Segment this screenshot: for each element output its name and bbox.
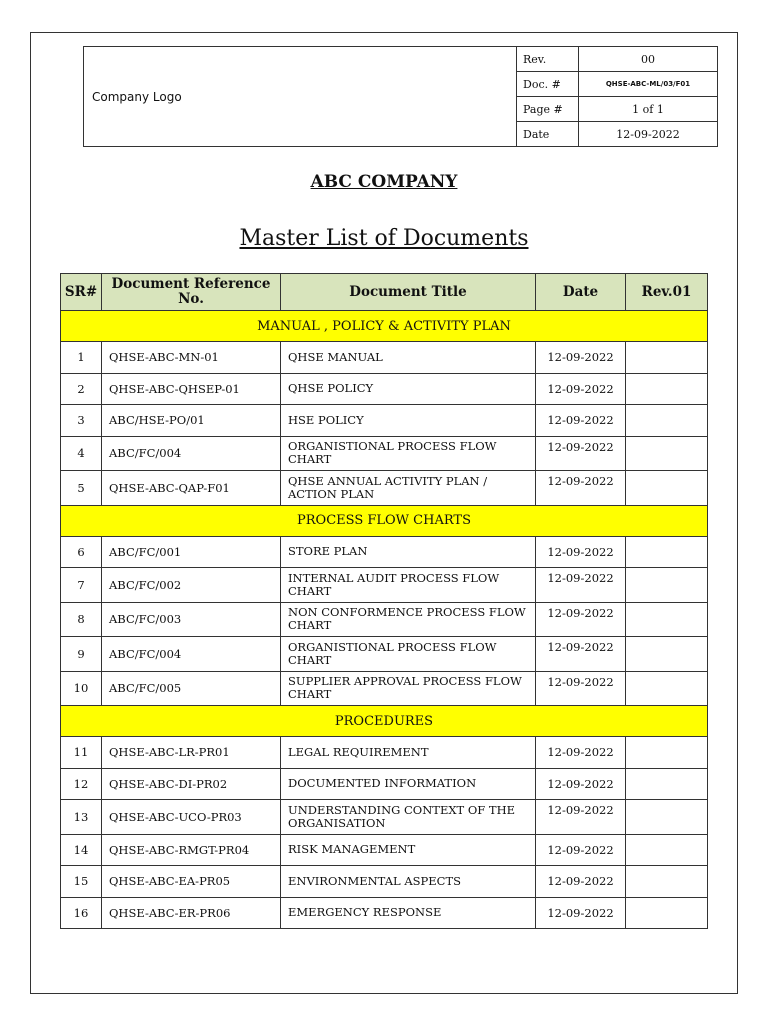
- row-revision: [626, 405, 708, 437]
- row-revision: [626, 342, 708, 374]
- document-title: Master List of Documents: [239, 226, 529, 251]
- row-reference-number: QHSE-ABC-DI-PR02: [102, 768, 281, 800]
- row-sr-number: 16: [61, 897, 102, 929]
- date-label: Date: [517, 122, 579, 147]
- row-reference-number: QHSE-ABC-ER-PR06: [102, 897, 281, 929]
- row-sr-number: 14: [61, 834, 102, 866]
- row-reference-number: QHSE-ABC-MN-01: [102, 342, 281, 374]
- date-value: 12-09-2022: [579, 122, 718, 147]
- row-reference-number: QHSE-ABC-QAP-F01: [102, 471, 281, 506]
- row-reference-number: ABC/FC/003: [102, 602, 281, 637]
- section-title: PROCESS FLOW CHARTS: [61, 505, 708, 536]
- row-date: 12-09-2022: [536, 768, 626, 800]
- row-sr-number: 13: [61, 800, 102, 835]
- table-row: [61, 637, 708, 672]
- row-document-title: ORGANISTIONAL PROCESS FLOW CHART: [281, 436, 536, 471]
- row-revision: [626, 834, 708, 866]
- row-document-title: NON CONFORMENCE PROCESS FLOW CHART: [281, 602, 536, 637]
- rev-value: 00: [579, 47, 718, 72]
- row-sr-number: 6: [61, 536, 102, 568]
- table-header-row: [61, 274, 708, 311]
- row-revision: [626, 536, 708, 568]
- table-row: [61, 768, 708, 800]
- row-revision: [626, 568, 708, 603]
- row-date: 12-09-2022: [536, 405, 626, 437]
- section-header-row: [61, 505, 708, 536]
- company-name: ABC COMPANY: [310, 172, 458, 192]
- row-reference-number: ABC/HSE-PO/01: [102, 405, 281, 437]
- row-reference-number: ABC/FC/004: [102, 637, 281, 672]
- row-document-title: QHSE POLICY: [281, 373, 536, 405]
- row-reference-number: QHSE-ABC-UCO-PR03: [102, 800, 281, 835]
- column-header-reference: Document Reference No.: [102, 274, 281, 311]
- row-sr-number: 10: [61, 671, 102, 706]
- table-row: [61, 866, 708, 898]
- row-sr-number: 15: [61, 866, 102, 898]
- row-document-title: QHSE ANNUAL ACTIVITY PLAN / ACTION PLAN: [281, 471, 536, 506]
- row-date: 12-09-2022: [536, 342, 626, 374]
- row-revision: [626, 866, 708, 898]
- page-number-label: Page #: [517, 97, 579, 122]
- row-document-title: DOCUMENTED INFORMATION: [281, 768, 536, 800]
- table-row: [61, 471, 708, 506]
- row-revision: [626, 637, 708, 672]
- column-header-date: Date: [536, 274, 626, 311]
- row-document-title: RISK MANAGEMENT: [281, 834, 536, 866]
- section-header-row: [61, 706, 708, 737]
- row-document-title: INTERNAL AUDIT PROCESS FLOW CHART: [281, 568, 536, 603]
- row-reference-number: ABC/FC/002: [102, 568, 281, 603]
- table-row: [61, 737, 708, 769]
- master-document-table: [60, 273, 708, 929]
- table-row: [61, 897, 708, 929]
- row-document-title: QHSE MANUAL: [281, 342, 536, 374]
- row-reference-number: ABC/FC/004: [102, 436, 281, 471]
- section-title: MANUAL , POLICY & ACTIVITY PLAN: [61, 311, 708, 342]
- row-date: 12-09-2022: [536, 373, 626, 405]
- row-revision: [626, 471, 708, 506]
- row-sr-number: 4: [61, 436, 102, 471]
- row-date: 12-09-2022: [536, 671, 626, 706]
- page-number-value: 1 of 1: [579, 97, 718, 122]
- section-title: PROCEDURES: [61, 706, 708, 737]
- row-reference-number: ABC/FC/001: [102, 536, 281, 568]
- row-revision: [626, 671, 708, 706]
- table-row: [61, 536, 708, 568]
- table-row: [61, 373, 708, 405]
- row-revision: [626, 602, 708, 637]
- row-sr-number: 8: [61, 602, 102, 637]
- row-sr-number: 1: [61, 342, 102, 374]
- row-sr-number: 5: [61, 471, 102, 506]
- column-header-title: Document Title: [281, 274, 536, 311]
- row-sr-number: 12: [61, 768, 102, 800]
- table-row: [61, 568, 708, 603]
- row-date: 12-09-2022: [536, 471, 626, 506]
- row-revision: [626, 436, 708, 471]
- row-document-title: SUPPLIER APPROVAL PROCESS FLOW CHART: [281, 671, 536, 706]
- row-sr-number: 9: [61, 637, 102, 672]
- table-row: [61, 405, 708, 437]
- row-date: 12-09-2022: [536, 436, 626, 471]
- rev-label: Rev.: [517, 47, 579, 72]
- row-reference-number: ABC/FC/005: [102, 671, 281, 706]
- document-control-header: [83, 46, 718, 147]
- row-date: 12-09-2022: [536, 637, 626, 672]
- row-date: 12-09-2022: [536, 737, 626, 769]
- table-row: [61, 342, 708, 374]
- row-document-title: LEGAL REQUIREMENT: [281, 737, 536, 769]
- row-date: 12-09-2022: [536, 536, 626, 568]
- row-revision: [626, 768, 708, 800]
- row-date: 12-09-2022: [536, 800, 626, 835]
- row-sr-number: 2: [61, 373, 102, 405]
- row-document-title: ORGANISTIONAL PROCESS FLOW CHART: [281, 637, 536, 672]
- row-document-title: UNDERSTANDING CONTEXT OF THE ORGANISATION: [281, 800, 536, 835]
- row-reference-number: QHSE-ABC-RMGT-PR04: [102, 834, 281, 866]
- row-date: 12-09-2022: [536, 834, 626, 866]
- row-revision: [626, 373, 708, 405]
- row-revision: [626, 800, 708, 835]
- row-document-title: ENVIRONMENTAL ASPECTS: [281, 866, 536, 898]
- row-date: 12-09-2022: [536, 568, 626, 603]
- column-header-rev: Rev.01: [626, 274, 708, 311]
- row-sr-number: 11: [61, 737, 102, 769]
- row-date: 12-09-2022: [536, 897, 626, 929]
- table-body: [61, 311, 708, 929]
- row-reference-number: QHSE-ABC-EA-PR05: [102, 866, 281, 898]
- row-document-title: HSE POLICY: [281, 405, 536, 437]
- row-date: 12-09-2022: [536, 602, 626, 637]
- row-sr-number: 3: [61, 405, 102, 437]
- table-row: [61, 800, 708, 835]
- row-reference-number: QHSE-ABC-QHSEP-01: [102, 373, 281, 405]
- row-reference-number: QHSE-ABC-LR-PR01: [102, 737, 281, 769]
- table-row: [61, 834, 708, 866]
- doc-number-label: Doc. #: [517, 72, 579, 97]
- section-header-row: [61, 311, 708, 342]
- row-revision: [626, 737, 708, 769]
- row-revision: [626, 897, 708, 929]
- table-row: [61, 602, 708, 637]
- column-header-sr: SR#: [61, 274, 102, 311]
- company-logo-placeholder: Company Logo: [84, 47, 517, 147]
- row-document-title: STORE PLAN: [281, 536, 536, 568]
- table-row: [61, 436, 708, 471]
- row-date: 12-09-2022: [536, 866, 626, 898]
- doc-number-value: QHSE-ABC-ML/03/F01: [579, 72, 718, 97]
- row-document-title: EMERGENCY RESPONSE: [281, 897, 536, 929]
- row-sr-number: 7: [61, 568, 102, 603]
- table-row: [61, 671, 708, 706]
